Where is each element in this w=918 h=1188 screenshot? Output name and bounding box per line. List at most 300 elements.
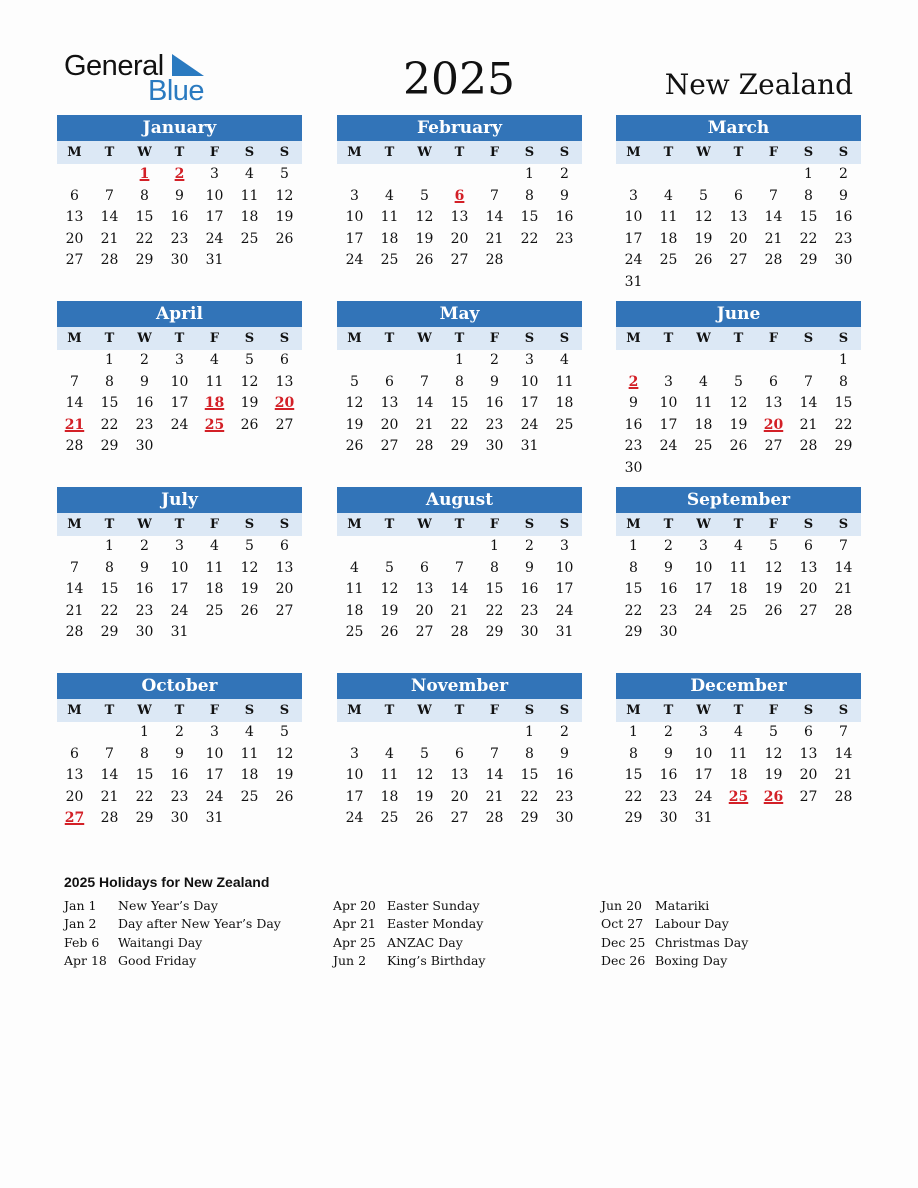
day-cell: 19 [380,602,399,619]
day-cell: 22 [135,230,154,247]
holiday-name: Day after New Year’s Day [118,916,281,932]
holiday-row [601,915,861,933]
month-january [57,115,302,272]
empty-cell [651,164,686,186]
holiday-row [64,897,324,915]
weekday-label: S [803,517,814,532]
day-grid [57,722,302,830]
day-cell: 23 [659,602,678,619]
day-grid [57,350,302,458]
holiday-column [333,897,593,970]
day-cell: 28 [799,438,818,455]
weekday-label: T [733,145,744,160]
holiday-date: Apr 25 [333,934,376,950]
day-cell: 8 [525,187,534,204]
day-cell: 26 [240,416,259,433]
day-cell: 7 [70,373,79,390]
empty-cell [337,536,372,558]
day-cell: 24 [170,416,189,433]
day-cell: 9 [140,373,149,390]
day-cell: 9 [839,187,848,204]
day-cell: 6 [385,373,394,390]
weekday-label: T [733,703,744,718]
day-cell: 16 [135,581,154,598]
day-cell: 7 [490,187,499,204]
month-title: June [616,301,861,327]
day-cell: 4 [245,724,254,740]
day-cell: 14 [834,745,853,762]
weekday-label: T [454,145,465,160]
day-cell: 22 [624,602,643,619]
day-cell: 26 [415,252,434,269]
day-cell: 26 [764,602,783,619]
weekday-label: F [768,331,779,346]
day-cell: 26 [275,230,294,247]
day-cell: 16 [624,416,643,433]
day-cell: 21 [100,788,119,805]
day-cell: 14 [65,581,84,598]
weekday-label: T [663,331,674,346]
day-cell: 19 [275,767,294,784]
weekday-label: W [417,331,432,346]
weekday-label: F [209,703,220,718]
day-cell: 8 [455,373,464,390]
day-cell: 19 [764,581,783,598]
day-cell: 10 [694,745,713,762]
day-cell: 11 [729,559,748,576]
holiday-day-cell: 25 [728,788,749,805]
day-cell: 2 [175,724,184,740]
day-cell: 9 [664,559,673,576]
weekday-label: T [104,517,115,532]
day-cell: 15 [799,209,818,226]
weekday-label: S [244,517,255,532]
day-cell: 23 [555,788,574,805]
day-cell: 26 [275,788,294,805]
day-cell: 7 [839,724,848,740]
day-cell: 15 [520,767,539,784]
day-cell: 23 [485,416,504,433]
day-cell: 6 [280,352,289,368]
weekday-label: S [524,145,535,160]
day-cell: 29 [624,624,643,641]
day-cell: 2 [140,538,149,554]
holiday-row [64,952,324,970]
day-cell: 10 [170,373,189,390]
day-cell: 28 [485,810,504,827]
month-title: January [57,115,302,141]
weekday-label: W [696,703,711,718]
month-title: September [616,487,861,513]
weekday-label: W [137,331,152,346]
day-cell: 20 [729,230,748,247]
day-cell: 16 [659,581,678,598]
day-cell: 5 [280,166,289,182]
day-grid [337,164,582,272]
day-cell: 10 [659,395,678,412]
holiday-date: Dec 26 [601,952,646,968]
day-cell: 15 [100,395,119,412]
month-title: March [616,115,861,141]
day-cell: 23 [170,788,189,805]
day-cell: 14 [799,395,818,412]
weekday-label: T [733,331,744,346]
weekday-header [616,327,861,350]
day-cell: 25 [659,252,678,269]
weekday-label: S [838,331,849,346]
weekday-label: S [559,517,570,532]
day-cell: 19 [415,230,434,247]
day-cell: 24 [520,416,539,433]
holiday-day-cell: 18 [204,395,225,412]
day-cell: 12 [764,745,783,762]
holidays-title: 2025 Holidays for New Zealand [64,874,270,890]
weekday-label: F [489,703,500,718]
weekday-label: F [209,145,220,160]
day-cell: 12 [345,395,364,412]
day-cell: 2 [664,724,673,740]
holiday-name: Labour Day [655,916,729,932]
day-cell: 1 [105,538,114,554]
country-name: New Zealand [664,68,853,101]
day-cell: 18 [555,395,574,412]
month-march [616,115,861,294]
day-cell: 31 [170,624,189,641]
holiday-name: Christmas Day [655,934,749,950]
day-cell: 20 [450,230,469,247]
day-cell: 15 [624,581,643,598]
day-cell: 14 [834,559,853,576]
day-cell: 25 [380,252,399,269]
weekday-label: S [838,703,849,718]
weekday-label: S [838,517,849,532]
day-cell: 15 [100,581,119,598]
day-cell: 20 [275,581,294,598]
weekday-label: F [489,145,500,160]
day-cell: 16 [135,395,154,412]
day-cell: 28 [764,252,783,269]
day-cell: 19 [694,230,713,247]
day-cell: 29 [135,252,154,269]
day-cell: 17 [555,581,574,598]
weekday-label: T [454,517,465,532]
day-cell: 28 [415,438,434,455]
month-title: February [337,115,582,141]
weekday-label: T [384,703,395,718]
holiday-row [333,952,593,970]
day-grid [57,536,302,644]
day-cell: 29 [834,438,853,455]
day-cell: 13 [275,373,294,390]
weekday-label: S [279,331,290,346]
day-cell: 22 [520,788,539,805]
holiday-date: Jun 2 [333,952,367,968]
day-cell: 13 [380,395,399,412]
day-cell: 21 [485,788,504,805]
day-cell: 21 [415,416,434,433]
day-cell: 9 [560,187,569,204]
day-cell: 18 [729,581,748,598]
weekday-label: S [279,145,290,160]
day-cell: 28 [450,624,469,641]
day-cell: 1 [525,724,534,740]
weekday-label: M [626,145,641,160]
day-cell: 11 [240,187,259,204]
day-cell: 16 [659,767,678,784]
day-cell: 13 [65,767,84,784]
day-cell: 13 [764,395,783,412]
day-cell: 3 [664,373,673,390]
day-cell: 17 [520,395,539,412]
day-cell: 1 [525,166,534,182]
month-april [57,301,302,458]
month-may [337,301,582,458]
day-cell: 18 [694,416,713,433]
weekday-label: S [244,331,255,346]
weekday-label: S [559,145,570,160]
day-cell: 23 [555,230,574,247]
day-cell: 11 [729,745,748,762]
day-cell: 11 [555,373,574,390]
holiday-day-cell: 26 [763,788,784,805]
holiday-name: Easter Monday [387,916,484,932]
day-cell: 27 [275,416,294,433]
day-cell: 31 [205,810,224,827]
weekday-label: S [803,703,814,718]
holiday-name: Waitangi Day [118,934,203,950]
day-cell: 12 [415,767,434,784]
weekday-label: M [626,703,641,718]
weekday-label: S [244,145,255,160]
day-cell: 3 [699,538,708,554]
day-cell: 23 [135,602,154,619]
day-cell: 20 [415,602,434,619]
empty-cell [57,164,92,186]
day-cell: 29 [100,624,119,641]
holiday-row [64,915,324,933]
weekday-header [57,141,302,164]
day-cell: 21 [100,230,119,247]
holiday-date: Apr 18 [64,952,107,968]
empty-cell [442,536,477,558]
day-cell: 1 [629,538,638,554]
day-cell: 17 [170,581,189,598]
day-cell: 29 [135,810,154,827]
day-cell: 25 [205,602,224,619]
day-cell: 4 [560,352,569,368]
day-cell: 21 [450,602,469,619]
weekday-header [57,699,302,722]
day-cell: 28 [485,252,504,269]
holiday-date: Feb 6 [64,934,100,950]
weekday-label: T [663,703,674,718]
day-grid [616,722,861,830]
day-cell: 11 [240,745,259,762]
day-cell: 3 [210,166,219,182]
day-cell: 1 [839,352,848,368]
logo-text-general: General [64,50,164,82]
empty-cell [407,536,442,558]
day-cell: 26 [345,438,364,455]
day-cell: 5 [420,745,429,762]
holiday-date: Jun 20 [601,898,642,913]
day-cell: 5 [769,724,778,740]
weekday-label: S [559,703,570,718]
day-cell: 13 [450,209,469,226]
month-title: November [337,673,582,699]
weekday-label: S [803,145,814,160]
day-cell: 22 [485,602,504,619]
weekday-label: M [626,331,641,346]
holiday-day-cell: 2 [628,373,639,390]
day-cell: 24 [345,252,364,269]
weekday-label: T [174,145,185,160]
day-cell: 1 [455,352,464,368]
holiday-name: Easter Sunday [387,898,480,913]
day-cell: 5 [769,538,778,554]
day-cell: 1 [490,538,499,554]
day-cell: 8 [629,745,638,762]
day-cell: 6 [420,559,429,576]
holiday-row [333,915,593,933]
day-cell: 24 [694,788,713,805]
day-cell: 29 [624,810,643,827]
weekday-label: W [417,517,432,532]
day-cell: 20 [65,230,84,247]
weekday-label: T [174,517,185,532]
day-cell: 28 [100,810,119,827]
day-cell: 11 [659,209,678,226]
weekday-label: M [67,703,82,718]
day-cell: 4 [385,745,394,762]
day-cell: 3 [175,352,184,368]
day-cell: 13 [275,559,294,576]
day-cell: 12 [380,581,399,598]
day-cell: 13 [450,767,469,784]
empty-cell [791,350,826,372]
day-cell: 22 [799,230,818,247]
weekday-header [337,141,582,164]
holiday-row [601,934,861,952]
day-cell: 30 [555,810,574,827]
day-cell: 19 [729,416,748,433]
month-title: July [57,487,302,513]
day-cell: 8 [525,745,534,762]
day-cell: 2 [560,166,569,182]
weekday-label: F [768,145,779,160]
holiday-day-cell: 1 [139,166,150,182]
day-cell: 3 [175,538,184,554]
holiday-day-cell: 25 [204,416,225,433]
weekday-header [616,513,861,536]
weekday-label: F [489,331,500,346]
day-cell: 9 [664,745,673,762]
weekday-label: M [347,703,362,718]
day-cell: 6 [734,187,743,204]
day-cell: 10 [624,209,643,226]
holiday-column [64,897,324,970]
empty-cell [57,350,92,372]
day-cell: 15 [520,209,539,226]
day-cell: 12 [694,209,713,226]
month-title: December [616,673,861,699]
day-cell: 10 [205,745,224,762]
day-cell: 14 [485,209,504,226]
day-cell: 15 [485,581,504,598]
day-cell: 16 [834,209,853,226]
day-cell: 2 [560,724,569,740]
day-cell: 25 [345,624,364,641]
day-cell: 1 [629,724,638,740]
empty-cell [372,350,407,372]
weekday-label: S [524,703,535,718]
day-cell: 7 [105,745,114,762]
holiday-row [601,952,861,970]
day-cell: 4 [734,538,743,554]
day-cell: 15 [135,767,154,784]
month-june [616,301,861,480]
empty-cell [372,164,407,186]
day-cell: 31 [694,810,713,827]
holiday-name: Matariki [655,898,710,913]
day-cell: 1 [105,352,114,368]
day-cell: 14 [65,395,84,412]
day-cell: 30 [659,624,678,641]
holiday-date: Jan 1 [64,898,97,913]
month-title: August [337,487,582,513]
day-cell: 12 [764,559,783,576]
holiday-day-cell: 6 [454,187,465,204]
day-cell: 27 [729,252,748,269]
day-cell: 9 [140,559,149,576]
day-cell: 9 [629,395,638,412]
weekday-label: T [454,331,465,346]
day-cell: 30 [624,459,643,476]
day-cell: 17 [205,209,224,226]
weekday-label: S [279,703,290,718]
day-cell: 5 [734,373,743,390]
day-grid [616,164,861,294]
holiday-row [333,934,593,952]
day-cell: 3 [525,352,534,368]
day-cell: 24 [624,252,643,269]
day-cell: 9 [525,559,534,576]
day-cell: 8 [140,745,149,762]
holiday-name: ANZAC Day [387,934,463,950]
weekday-label: S [244,703,255,718]
day-cell: 7 [105,187,114,204]
empty-cell [756,164,791,186]
weekday-label: F [768,517,779,532]
day-cell: 30 [834,252,853,269]
day-cell: 16 [170,767,189,784]
day-cell: 15 [624,767,643,784]
weekday-label: F [768,703,779,718]
empty-cell [721,164,756,186]
day-cell: 7 [839,538,848,554]
day-cell: 26 [380,624,399,641]
empty-cell [337,350,372,372]
weekday-label: W [696,145,711,160]
day-cell: 22 [834,416,853,433]
weekday-label: F [209,517,220,532]
day-cell: 5 [699,187,708,204]
empty-cell [721,350,756,372]
day-cell: 16 [485,395,504,412]
holiday-name: Good Friday [118,952,197,968]
day-cell: 29 [450,438,469,455]
day-cell: 14 [100,209,119,226]
